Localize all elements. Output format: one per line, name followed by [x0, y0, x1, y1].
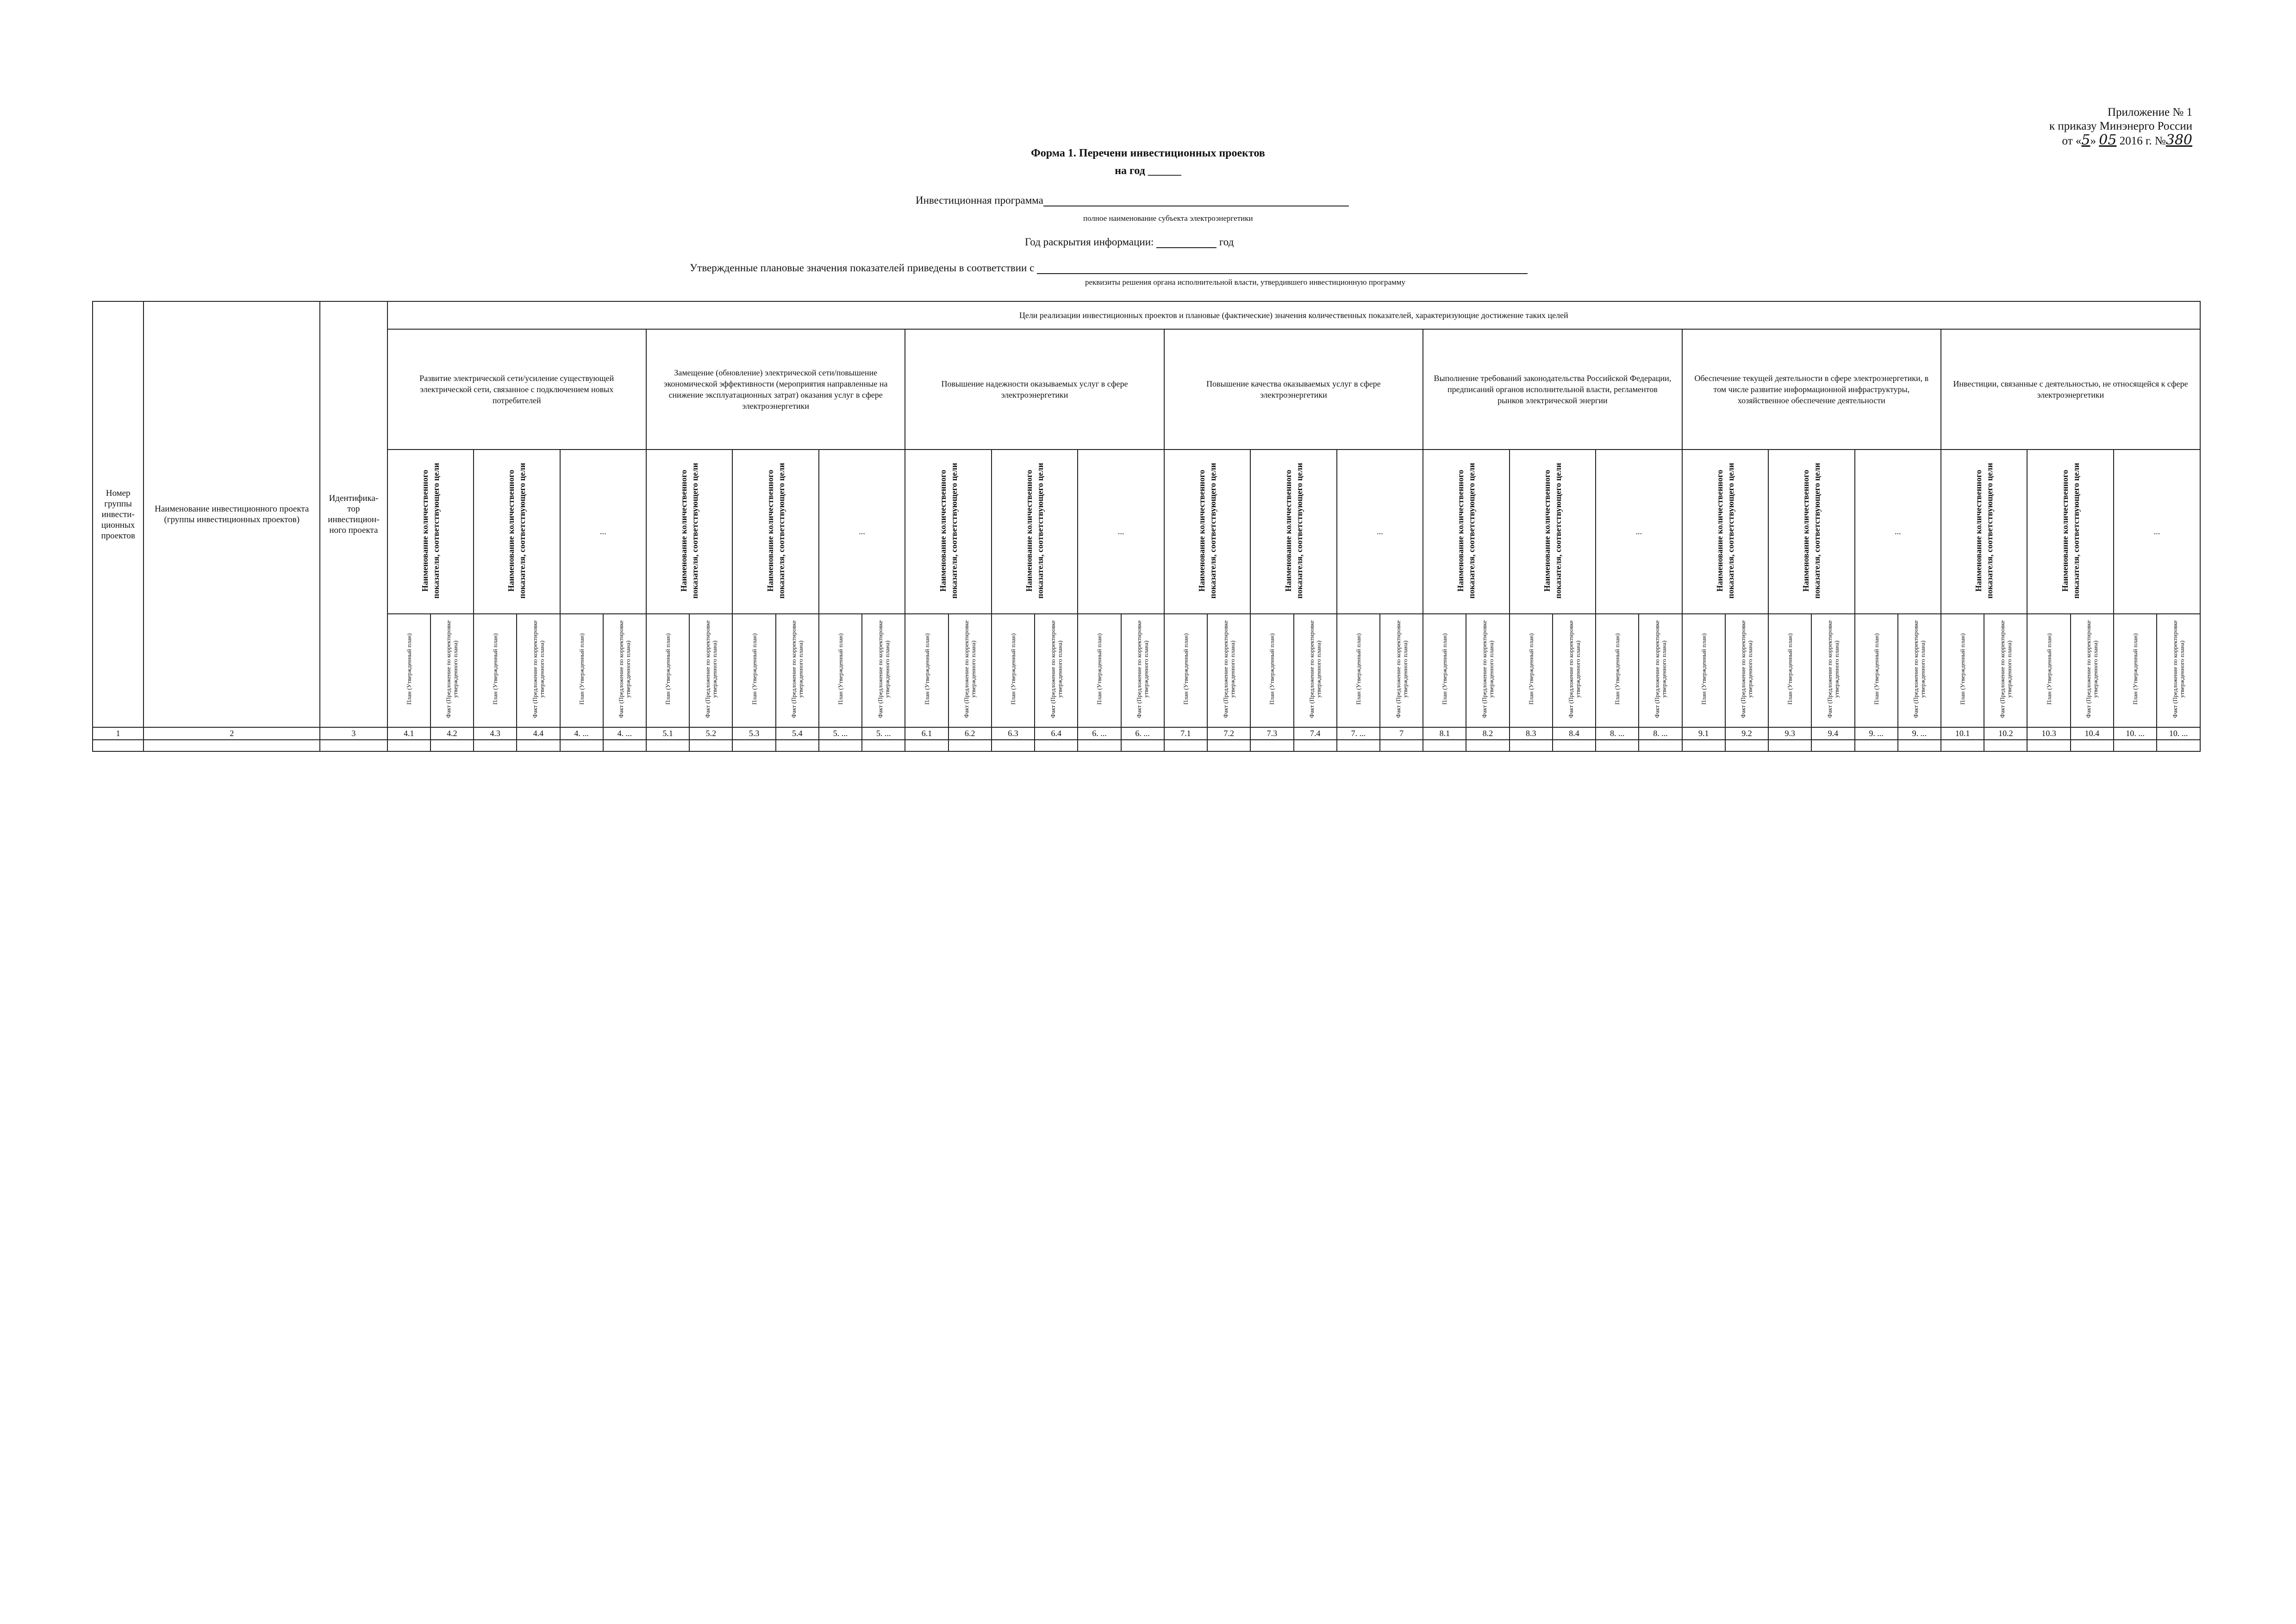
- column-number: 9. ...: [1898, 727, 1941, 740]
- fact-cell: [603, 614, 646, 727]
- plan-label: План (Утвержденный план): [1096, 633, 1103, 705]
- column-number: 6.4: [1035, 727, 1078, 740]
- plan-cell: [646, 614, 689, 727]
- goal-group-3: Повышение надежности оказываемых услуг в сфере электроэнергетики: [905, 329, 1164, 450]
- column-number: 4.1: [387, 727, 430, 740]
- fact-cell: [1984, 614, 2027, 727]
- indicator-name: Наименование количественного показателя, соответствующего цели: [2060, 462, 2081, 599]
- column-number: 7.4: [1294, 727, 1337, 740]
- indicator-ellipsis: ...: [1596, 450, 1682, 614]
- plan-cell: [1682, 614, 1725, 727]
- appendix-block: [1998, 106, 2192, 148]
- empty-cell: [1035, 740, 1078, 751]
- program-label: Инвестиционная программа: [916, 194, 1043, 206]
- plan-label: План (Утвержденный план): [750, 633, 758, 705]
- fact-cell: [862, 614, 905, 727]
- plan-label: План (Утвержденный план): [578, 633, 585, 705]
- column-number: 10.1: [1941, 727, 1984, 740]
- indicator-name: Наименование количественного показателя, соответствующего цели: [679, 462, 700, 599]
- empty-cell: [560, 740, 603, 751]
- plan-label: План (Утвержденный план): [1009, 633, 1017, 705]
- indicator-name-cell: [474, 450, 560, 614]
- empty-cell: [1941, 740, 1984, 751]
- plan-cell: [905, 614, 948, 727]
- indicator-name: Наименование количественного показателя, соответствующего цели: [420, 462, 441, 599]
- program-line: [1043, 194, 1349, 206]
- column-number: 10.4: [2071, 727, 2114, 740]
- fact-cell: [517, 614, 560, 727]
- empty-cell: [1596, 740, 1639, 751]
- col-group-number: Номер группы инвести-ционных проектов: [93, 301, 144, 727]
- indicator-name: Наименование количественного показателя, соответствующего цели: [1715, 462, 1735, 599]
- plan-label: План (Утвержденный план): [2045, 633, 2053, 705]
- column-number: 7.2: [1207, 727, 1250, 740]
- empty-cell: [1380, 740, 1423, 751]
- year-line: [1156, 235, 1217, 248]
- fact-label: Факт (Предложение по корректировке утвержденного плана): [876, 620, 891, 718]
- plan-cell: [1164, 614, 1207, 727]
- plan-label: План (Утвержденный план): [405, 633, 412, 705]
- fact-label: Факт (Предложение по корректировке утвержденного плана): [1567, 620, 1581, 718]
- fact-label: Факт (Предложение по корректировке утвержденного плана): [1912, 620, 1927, 718]
- indicator-name: Наименование количественного показателя, соответствующего цели: [1197, 462, 1218, 599]
- plan-label: План (Утвержденный план): [1441, 633, 1448, 705]
- indicator-name: Наименование количественного показателя, соответствующего цели: [1283, 462, 1304, 599]
- empty-cell: [1553, 740, 1596, 751]
- column-number: 6.3: [992, 727, 1035, 740]
- appendix-line3: [1998, 133, 2192, 148]
- column-number: 7: [1380, 727, 1423, 740]
- indicator-name-cell: [992, 450, 1078, 614]
- empty-cell: [1510, 740, 1553, 751]
- plan-cell: [1855, 614, 1898, 727]
- column-number: 7.1: [1164, 727, 1207, 740]
- order-month: 05: [2099, 132, 2117, 148]
- empty-cell: [948, 740, 992, 751]
- empty-cell: [603, 740, 646, 751]
- plan-label: План (Утвержденный план): [837, 633, 844, 705]
- indicator-ellipsis: ...: [1078, 450, 1164, 614]
- indicator-name-cell: [2027, 450, 2113, 614]
- empty-cell: [689, 740, 732, 751]
- empty-cell: [1078, 740, 1121, 751]
- goal-group-4: Повышение качества оказываемых услуг в сфере электроэнергетики: [1164, 329, 1423, 450]
- empty-cell: [732, 740, 775, 751]
- indicator-name: Наименование количественного показателя, соответствующего цели: [938, 462, 959, 599]
- column-number: 5. ...: [819, 727, 862, 740]
- goal-group-5: Выполнение требований законодательства Российской Федерации, предписаний органов исполнительной власти, регламентов рынков электрической энергии: [1423, 329, 1682, 450]
- column-number: 8.4: [1553, 727, 1596, 740]
- plan-cell: [1250, 614, 1293, 727]
- empty-cell: [905, 740, 948, 751]
- column-number: 5. ...: [862, 727, 905, 740]
- indicator-name-cell: [1250, 450, 1336, 614]
- column-number: 2: [144, 727, 320, 740]
- fact-cell: [948, 614, 992, 727]
- fact-cell: [1035, 614, 1078, 727]
- indicator-name: Наименование количественного показателя, соответствующего цели: [1456, 462, 1477, 599]
- column-number: 4. ...: [560, 727, 603, 740]
- plan-label: План (Утвержденный план): [664, 633, 672, 705]
- indicator-ellipsis: ...: [2114, 450, 2200, 614]
- empty-cell: [1855, 740, 1898, 751]
- indicator-name-cell: [1768, 450, 1854, 614]
- date-prefix: от «: [2062, 135, 2082, 147]
- plan-label: План (Утвержденный план): [1959, 633, 1966, 705]
- indicator-name: Наименование количественного показателя, соответствующего цели: [1024, 462, 1045, 599]
- fact-cell: [1639, 614, 1682, 727]
- fact-cell: [1898, 614, 1941, 727]
- year-label: Год раскрытия информации:: [1025, 236, 1154, 248]
- column-number: 8. ...: [1596, 727, 1639, 740]
- fact-cell: [1466, 614, 1509, 727]
- column-number: 7.3: [1250, 727, 1293, 740]
- column-number: 4.3: [474, 727, 517, 740]
- plan-label: План (Утвержденный план): [1268, 633, 1276, 705]
- plan-label: План (Утвержденный план): [1700, 633, 1707, 705]
- column-number: 7. ...: [1337, 727, 1380, 740]
- program-field: [916, 194, 1349, 206]
- indicator-name: Наименование количественного показателя, соответствующего цели: [506, 462, 527, 599]
- empty-cell: [776, 740, 819, 751]
- program-caption: полное наименование субъекта электроэнергетики: [1083, 214, 1253, 223]
- fact-cell: [1121, 614, 1164, 727]
- column-number: 6.2: [948, 727, 992, 740]
- plan-cell: [732, 614, 775, 727]
- column-number: 6.1: [905, 727, 948, 740]
- empty-cell: [1725, 740, 1768, 751]
- fact-label: Факт (Предложение по корректировке утвержденного плана): [1826, 620, 1840, 718]
- indicator-ellipsis: ...: [560, 450, 646, 614]
- column-number: 5.3: [732, 727, 775, 740]
- column-number: 8.1: [1423, 727, 1466, 740]
- order-number: 380: [2165, 132, 2192, 148]
- fact-cell: [430, 614, 474, 727]
- indicator-name-cell: [387, 450, 474, 614]
- fact-label: Факт (Предложение по корректировке утвержденного плана): [2085, 620, 2099, 718]
- fact-label: Факт (Предложение по корректировке утвержденного плана): [1481, 620, 1495, 718]
- empty-cell: [387, 740, 430, 751]
- plan-label: План (Утвержденный план): [1872, 633, 1880, 705]
- fact-label: Факт (Предложение по корректировке утвержденного плана): [445, 620, 459, 718]
- fact-label: Факт (Предложение по корректировке утвержденного плана): [2171, 620, 2186, 718]
- column-number: 9.3: [1768, 727, 1811, 740]
- fact-label: Факт (Предложение по корректировке утвержденного плана): [790, 620, 805, 718]
- approved-caption: реквизиты решения органа исполнительной власти, утвердившего инвестиционную программу: [1085, 278, 1405, 287]
- fact-label: Факт (Предложение по корректировке утвержденного плана): [963, 620, 977, 718]
- empty-cell: [862, 740, 905, 751]
- plan-fact-row: [93, 614, 2200, 727]
- plan-label: План (Утвержденный план): [1527, 633, 1535, 705]
- date-mid: »: [2090, 135, 2096, 147]
- plan-label: План (Утвержденный план): [1354, 633, 1362, 705]
- column-number: 4.4: [517, 727, 560, 740]
- form-title: Форма 1. Перечени инвестиционных проектов: [1031, 147, 1265, 159]
- column-number: 6. ...: [1078, 727, 1121, 740]
- empty-cell: [144, 740, 320, 751]
- approved-label: Утвержденные плановые значения показателей приведены в соответствии с: [690, 262, 1035, 274]
- fact-cell: [1207, 614, 1250, 727]
- fact-label: Факт (Предложение по корректировке утвержденного плана): [1740, 620, 1754, 718]
- fact-cell: [1294, 614, 1337, 727]
- fact-cell: [1553, 614, 1596, 727]
- plan-cell: [1078, 614, 1121, 727]
- fact-label: Факт (Предложение по корректировке утвержденного плана): [1998, 620, 2013, 718]
- empty-cell: [819, 740, 862, 751]
- indicator-name-cell: [905, 450, 991, 614]
- plan-cell: [1768, 614, 1811, 727]
- empty-cell: [646, 740, 689, 751]
- column-number: 10. ...: [2157, 727, 2200, 740]
- empty-cell: [1466, 740, 1509, 751]
- column-number: 9.1: [1682, 727, 1725, 740]
- plan-cell: [1337, 614, 1380, 727]
- indicator-name: Наименование количественного показателя, соответствующего цели: [1542, 462, 1563, 599]
- column-number: 9.4: [1811, 727, 1854, 740]
- indicator-name-cell: [1682, 450, 1768, 614]
- plan-cell: [1423, 614, 1466, 727]
- empty-cell: [1423, 740, 1466, 751]
- plan-cell: [1510, 614, 1553, 727]
- empty-cell: [2027, 740, 2070, 751]
- year-field: [1025, 235, 1234, 248]
- column-number: 6. ...: [1121, 727, 1164, 740]
- column-number: 8.2: [1466, 727, 1509, 740]
- column-number: 4. ...: [603, 727, 646, 740]
- plan-cell: [2114, 614, 2157, 727]
- date-year: 2016 г. №: [2119, 135, 2166, 147]
- empty-cell: [1121, 740, 1164, 751]
- goal-group-7: Инвестиции, связанные с деятельностью, не относящейся к сфере электроэнергетики: [1941, 329, 2200, 450]
- fact-label: Факт (Предложение по корректировке утвержденного плана): [618, 620, 632, 718]
- fact-label: Факт (Предложение по корректировке утвержденного плана): [704, 620, 718, 718]
- approved-line: [1037, 261, 1528, 274]
- empty-cell: [1768, 740, 1811, 751]
- empty-cell: [1811, 740, 1854, 751]
- fact-cell: [1725, 614, 1768, 727]
- empty-cell: [474, 740, 517, 751]
- plan-cell: [819, 614, 862, 727]
- indicator-ellipsis: ...: [1855, 450, 1941, 614]
- col-identifier: Идентифика-тор инвестицион-ного проекта: [320, 301, 387, 727]
- plan-cell: [992, 614, 1035, 727]
- column-number: 4.2: [430, 727, 474, 740]
- indicator-ellipsis: ...: [1337, 450, 1423, 614]
- plan-label: План (Утвержденный план): [1182, 633, 1189, 705]
- column-number: 1: [93, 727, 144, 740]
- projects-table: [92, 301, 2201, 752]
- indicator-names-row: [93, 450, 2200, 614]
- form-subtitle: на год ______: [1115, 165, 1181, 177]
- column-number: 5.4: [776, 727, 819, 740]
- empty-cell: [93, 740, 144, 751]
- column-number: 5.2: [689, 727, 732, 740]
- empty-cell: [1337, 740, 1380, 751]
- column-number: 9. ...: [1855, 727, 1898, 740]
- empty-cell: [1164, 740, 1207, 751]
- fact-label: Факт (Предложение по корректировке утвержденного плана): [1394, 620, 1409, 718]
- empty-cell: [2071, 740, 2114, 751]
- empty-cell: [1207, 740, 1250, 751]
- column-number: 5.1: [646, 727, 689, 740]
- appendix-line2: к приказу Минэнерго России: [2049, 120, 2192, 132]
- empty-cell: [430, 740, 474, 751]
- indicator-name-cell: [1941, 450, 2027, 614]
- plan-label: План (Утвержденный план): [1614, 633, 1621, 705]
- indicator-name: Наименование количественного показателя, соответствующего цели: [1974, 462, 1995, 599]
- order-day: 5: [2081, 132, 2090, 148]
- fact-cell: [776, 614, 819, 727]
- plan-label: План (Утвержденный план): [923, 633, 930, 705]
- column-number: 3: [320, 727, 387, 740]
- plan-cell: [560, 614, 603, 727]
- indicator-name-cell: [1164, 450, 1250, 614]
- goals-header-row: [93, 301, 2200, 329]
- column-number: 10. ...: [2114, 727, 2157, 740]
- empty-cell: [1682, 740, 1725, 751]
- empty-cell: [992, 740, 1035, 751]
- plan-cell: [1596, 614, 1639, 727]
- indicator-name-cell: [732, 450, 818, 614]
- empty-cell: [1294, 740, 1337, 751]
- approved-field: [690, 261, 1528, 274]
- column-number: 8.3: [1510, 727, 1553, 740]
- empty-data-row: [93, 740, 2200, 751]
- goals-header: Цели реализации инвестиционных проектов и плановые (фактические) значения количественных показателей, характеризующие достижение таких целей: [387, 301, 2200, 329]
- empty-cell: [1639, 740, 1682, 751]
- empty-cell: [1250, 740, 1293, 751]
- indicator-name-cell: [1423, 450, 1509, 614]
- empty-cell: [2157, 740, 2200, 751]
- column-number: 10.3: [2027, 727, 2070, 740]
- empty-cell: [320, 740, 387, 751]
- plan-cell: [474, 614, 517, 727]
- empty-cell: [517, 740, 560, 751]
- goal-group-2: Замещение (обновление) электрической сети/повышение экономической эффективности (мероприятия направленные на снижение эксплуатационных затрат) оказания услуг в сфере электроэнергетики: [646, 329, 905, 450]
- fact-cell: [2071, 614, 2114, 727]
- column-number: 8. ...: [1639, 727, 1682, 740]
- goal-group-6: Обеспечение текущей деятельности в сфере электроэнергетики, в том числе развитие информационной инфраструктуры, хозяйственное обеспечение деятельности: [1682, 329, 1941, 450]
- plan-label: План (Утвержденный план): [1786, 633, 1794, 705]
- fact-cell: [689, 614, 732, 727]
- goal-group-1: Развитие электрической сети/усиление существующей электрической сети, связанное с подключением новых потребителей: [387, 329, 646, 450]
- fact-label: Факт (Предложение по корректировке утвержденного плана): [1653, 620, 1667, 718]
- fact-cell: [1811, 614, 1854, 727]
- fact-cell: [2157, 614, 2200, 727]
- column-number: 10.2: [1984, 727, 2027, 740]
- fact-label: Факт (Предложение по корректировке утвержденного плана): [1049, 620, 1063, 718]
- fact-label: Факт (Предложение по корректировке утвержденного плана): [1136, 620, 1150, 718]
- empty-cell: [1898, 740, 1941, 751]
- indicator-name: Наименование количественного показателя, соответствующего цели: [1801, 462, 1822, 599]
- indicator-name-cell: [1510, 450, 1596, 614]
- goal-groups-row: [93, 329, 2200, 450]
- plan-cell: [387, 614, 430, 727]
- fact-cell: [1380, 614, 1423, 727]
- indicator-name-cell: [646, 450, 732, 614]
- col-project-name: Наименование инвестиционного проекта (группы инвестиционных проектов): [144, 301, 320, 727]
- empty-cell: [1984, 740, 2027, 751]
- fact-label: Факт (Предложение по корректировке утвержденного плана): [531, 620, 545, 718]
- indicator-ellipsis: ...: [819, 450, 905, 614]
- plan-cell: [1941, 614, 1984, 727]
- fact-label: Факт (Предложение по корректировке утвержденного плана): [1222, 620, 1236, 718]
- column-numbers-row: [93, 727, 2200, 740]
- year-suffix: год: [1219, 236, 1234, 248]
- appendix-line1: Приложение № 1: [2107, 106, 2192, 119]
- indicator-name: Наименование количественного показателя, соответствующего цели: [765, 462, 786, 599]
- plan-label: План (Утвержденный план): [492, 633, 499, 705]
- plan-label: План (Утвержденный план): [2132, 633, 2139, 705]
- column-number: 9.2: [1725, 727, 1768, 740]
- empty-cell: [2114, 740, 2157, 751]
- plan-cell: [2027, 614, 2070, 727]
- fact-label: Факт (Предложение по корректировке утвержденного плана): [1308, 620, 1323, 718]
